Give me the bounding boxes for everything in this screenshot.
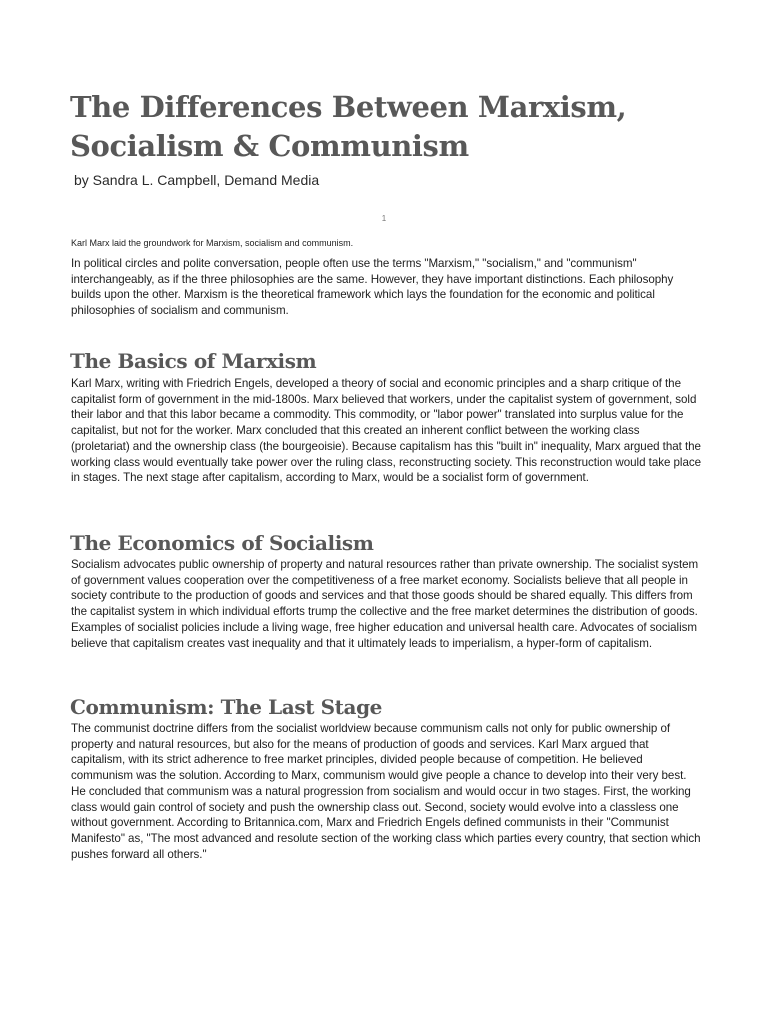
section-body-marxism: Karl Marx, writing with Friedrich Engels, developed a theory of social and economic principles and a sharp critique of the capitalist form of government in the mid-1800s. Marx believed that workers, under the capitalist system of government, sold their labor and that this labor became a commodity. This commodity, or "labor power" translated into surplus value for the capitalist, but not for the worker. Marx concluded that this created an inherent conflict between the working class (proletariat) and the ownership class (the bourgeoisie). Because capitalism has this "built in" inequality, Marx argued that the working class would eventually take power over the ruling class, reconstructing society. This reconstruction would take place in stages. The next stage after capitalism, according to Marx, would be a socialist form of government.: [71, 377, 701, 485]
document-title: The Differences Between Marxism, Socialism & Communism: [70, 90, 627, 163]
section-heading-marxism: The Basics of Marxism: [70, 349, 317, 373]
intro-paragraph: In political circles and polite conversation, people often use the terms "Marxism," "socialism," and "communism" interchangeably, as if the three philosophies are the same. However, they have important distinctions. Each philosophy builds upon the other. Marxism is the theoretical framework which lays the foundation for the economic and political philosophies of socialism and communism.: [71, 257, 674, 318]
byline: by Sandra L. Campbell, Demand Media: [74, 172, 320, 188]
section-heading-socialism: The Economics of Socialism: [70, 531, 374, 555]
section-body-communism: The communist doctrine differs from the socialist worldview because communism calls not only for public ownership of property and natural resources, but also for the means of production of goods and services. Karl Marx argued that capitalism, with its strict adherence to free market principles, divided people because of competition. He believed communism was the solution. According to Marx, communism would give people a chance to develop into their very best. He concluded that communism was a natural progression from socialism and would occur in two stages. First, the working class would gain control of society and push the ownership class out. Second, society would evolve into a classless one without government. According to Britannica.com, Marx and Friedrich Engels defined communists in their "Communist Manifesto" as, "The most advanced and resolute section of the working class which parties every country, that section which pushes forward all others.": [71, 722, 701, 861]
section-heading-communism: Communism: The Last Stage: [70, 695, 382, 719]
page-number: 1: [381, 214, 387, 223]
image-caption: Karl Marx laid the groundwork for Marxism, socialism and communism.: [71, 238, 354, 248]
section-body-socialism: Socialism advocates public ownership of property and natural resources rather than private ownership. The socialist system of government values cooperation over the competitiveness of a free market economy. Socialists believe that all people in society contribute to the production of goods and services and that those goods should be shared equally. This differs from the capitalist system in which individual efforts trump the collective and the free market determines the distribution of goods. Examples of socialist policies include a living wage, free higher education and universal health care. Advocates of socialism believe that capitalism creates vast inequality and that it ultimately leads to imperialism, a hyper-form of capitalism.: [71, 558, 699, 650]
